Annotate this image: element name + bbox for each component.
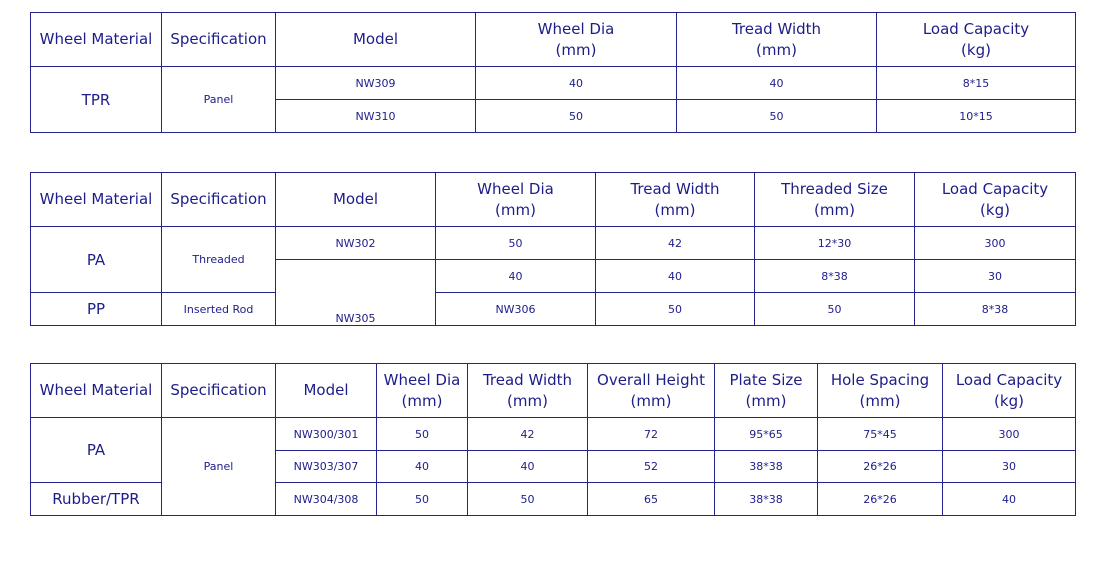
model-cell: NW303/307 — [276, 451, 377, 483]
tread-width-cell: 50 — [677, 100, 877, 133]
table-row — [31, 293, 1076, 326]
load-capacity-cell: 30 — [915, 260, 1076, 293]
header-model: Model — [276, 13, 476, 67]
header-model: Model — [276, 173, 436, 227]
tread-width-cell: 40 — [677, 67, 877, 100]
wheel-dia-cell: 40 — [436, 260, 596, 293]
model-cell: NW300/301 — [276, 418, 377, 451]
table-row — [31, 67, 1076, 100]
wheel-dia-cell: 50 — [596, 293, 755, 326]
header-tread-width: Tread Width (mm) — [596, 173, 755, 227]
hole-spacing-cell: 75*45 — [818, 418, 943, 451]
specification-cell: Panel — [162, 418, 276, 516]
model-cell: NW304/308 — [276, 483, 377, 516]
wheel-material-cell: PP — [31, 293, 162, 326]
tread-width-cell: 42 — [468, 418, 588, 451]
load-capacity-cell: 10*15 — [877, 100, 1076, 133]
table-row — [31, 227, 1076, 260]
threaded-size-cell: 12*30 — [755, 227, 915, 260]
header-tread-width: Tread Width (mm) — [468, 364, 588, 418]
wheel-dia-cell: 40 — [377, 451, 468, 483]
plate-size-cell: 38*38 — [715, 451, 818, 483]
load-capacity-cell: 8*15 — [877, 67, 1076, 100]
header-load-capacity: Load Capacity (kg) — [877, 13, 1076, 67]
header-hole-spacing: Hole Spacing (mm) — [818, 364, 943, 418]
header-specification: Specification — [162, 364, 276, 418]
table-row — [31, 418, 1076, 451]
header-wheel-material: Wheel Material — [31, 364, 162, 418]
specification-cell: Panel — [162, 67, 276, 133]
wheel-material-cell: PA — [31, 418, 162, 483]
model-cell: NW306 — [436, 293, 596, 326]
wheel-dia-cell: 50 — [476, 100, 677, 133]
header-load-capacity: Load Capacity (kg) — [943, 364, 1076, 418]
model-cell: NW310 — [276, 100, 476, 133]
wheel-dia-cell: 50 — [377, 483, 468, 516]
model-cell: NW309 — [276, 67, 476, 100]
header-wheel-dia: Wheel Dia (mm) — [476, 13, 677, 67]
hole-spacing-cell: 26*26 — [818, 483, 943, 516]
header-specification: Specification — [162, 13, 276, 67]
header-row — [31, 13, 1076, 67]
tread-width-cell: 50 — [755, 293, 915, 326]
header-wheel-dia: Wheel Dia (mm) — [377, 364, 468, 418]
wheel-material-cell: TPR — [31, 67, 162, 133]
wheel-material-cell: Rubber/TPR — [31, 483, 162, 516]
header-specification: Specification — [162, 173, 276, 227]
spec-table-tpr-panel — [30, 12, 1076, 133]
header-wheel-material: Wheel Material — [31, 173, 162, 227]
header-row — [31, 364, 1076, 418]
plate-size-cell: 38*38 — [715, 483, 818, 516]
tread-width-cell: 50 — [468, 483, 588, 516]
model-label: NW305 — [335, 312, 376, 325]
wheel-dia-cell: 50 — [436, 227, 596, 260]
overall-height-cell: 65 — [588, 483, 715, 516]
model-cell: NW302 — [276, 227, 436, 260]
hole-spacing-cell: 26*26 — [818, 451, 943, 483]
overall-height-cell: 52 — [588, 451, 715, 483]
load-capacity-cell: 300 — [915, 227, 1076, 260]
spec-table-threaded — [30, 172, 1076, 326]
model-cell — [276, 260, 436, 326]
load-capacity-cell: 40 — [943, 483, 1076, 516]
plate-size-cell: 95*65 — [715, 418, 818, 451]
wheel-material-cell: PA — [31, 227, 162, 293]
spec-table-panel-plate — [30, 363, 1076, 516]
load-capacity-cell: 300 — [943, 418, 1076, 451]
specification-cell: Inserted Rod — [162, 293, 276, 326]
specification-cell: Threaded — [162, 227, 276, 293]
overall-height-cell: 72 — [588, 418, 715, 451]
threaded-size-cell: 8*38 — [755, 260, 915, 293]
tread-width-cell: 42 — [596, 227, 755, 260]
wheel-dia-cell: 40 — [476, 67, 677, 100]
header-tread-width: Tread Width (mm) — [677, 13, 877, 67]
header-threaded-size: Threaded Size (mm) — [755, 173, 915, 227]
header-load-capacity: Load Capacity (kg) — [915, 173, 1076, 227]
header-plate-size: Plate Size (mm) — [715, 364, 818, 418]
header-wheel-material: Wheel Material — [31, 13, 162, 67]
header-overall-height: Overall Height (mm) — [588, 364, 715, 418]
header-model: Model — [276, 364, 377, 418]
tread-width-cell: 40 — [596, 260, 755, 293]
header-wheel-dia: Wheel Dia (mm) — [436, 173, 596, 227]
load-capacity-cell: 30 — [943, 451, 1076, 483]
threaded-size-cell: 8*38 — [915, 293, 1076, 326]
tread-width-cell: 40 — [468, 451, 588, 483]
header-row — [31, 173, 1076, 227]
wheel-dia-cell: 50 — [377, 418, 468, 451]
